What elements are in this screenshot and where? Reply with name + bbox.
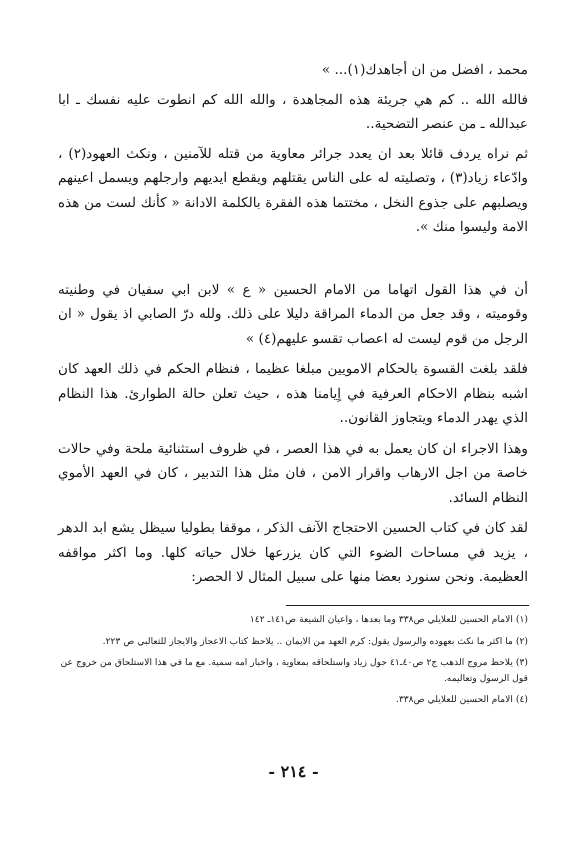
paragraph-1: محمد ، افضل من ان أجاهدك(١)... » (321, 62, 528, 78)
paragraph-4: أن في هذا القول اتهاما من الامام الحسين « ع » لابن ابي سفيان في وطنيته وقوميته ، وقد جعل من الدماء المراقة دليلا على ذلك. ولله درّ الصابي اذ يقول « ان الرجل من قوم ليست له اعصاب تقسو عليهم(٤) » (58, 281, 528, 347)
footnote-3: (٣) يلاحظ مروج الذهب ج٢ ص٤٠ـ٤١ حول زياد واستلحاقه بمعاوية ، واخبار امه سمية. مع ما في هذا الاستلحاق من خروج عن قول الرسول وتعاليمه. (60, 657, 528, 684)
paragraph-5: فلقد بلغت القسوة بالحكام الامويين مبلغا عظيما ، فنظام الحكم في ذلك العهد كان اشبه بنظام الاحكام العرفية في اٍيامنا هذه ، حيث تعلن حالة الطوارئ. هذا النظام الذي يهدر الدماء ويتجاوز القانون.. (58, 361, 528, 426)
paragraph-7: لقد كان في كتاب الحسين الاحتجاج الآنف الذكر ، موقفا بطوليا سيظل يشع ابد الدهر ، يزيد في مساحات الضوء التي كان يزرعها خلال حياته كلها. وما اكثر مواقفه العظيمة. ونحن سنورد بعضا منها على سبيل المثال لا الحصر: (58, 520, 528, 585)
paragraph-3: ثم نراه يردف قائلا بعد ان يعدد جرائر معاوية من قتله للآمنين ، ونكث العهود(٢) ، وادّعاء زياد(٣) ، وتصليته له على الناس يقتلهم ويقطع ايديهم وارجلهم ويسمل اعينهم ويصلبهم على جذوع النخل ، مختتما هذه الفقرة بالكلمة الادانة « كأنك لست من هذه الامة وليسوا منك ». (58, 145, 528, 235)
footnote-1: (١) الامام الحسين للعلايلي ص٣٣٨ وما بعدها ، واعيان الشيعة ص١٤١ـ ١٤٢ (249, 614, 528, 625)
paragraph-6: وهذا الاجراء ان كان يعمل به في هذا العصر ، في ظروف استثنائية ملحة وفي حالات خاصة من اجل الارهاب واقرار الامن ، فان مثل هذا التدبير ، كان في العهد الأموي النظام السائد. (58, 440, 528, 506)
footnote-4: (٤) الامام الحسين للعلايلي ص٣٣٨. (395, 694, 528, 705)
footnote-divider (286, 605, 529, 606)
main-text (58, 58, 528, 590)
footnote-2: (٢) ما اكثر ما نكث بعهوده والرسول يقول: كرم العهد من الايمان .. يلاحظ كتاب الاعجاز والايجاز للثعالبي ص ٢٢٣. (102, 635, 528, 647)
page-number: - ٢١٤ - (268, 762, 319, 781)
footnotes (58, 612, 528, 714)
paragraph-2: فالله الله .. كم هي جريئة هذه المجاهدة ، والله الله كم انطوت عليه نفسك ـ ابا عبدالله ـ من عنصر التضحية.. (58, 91, 528, 132)
